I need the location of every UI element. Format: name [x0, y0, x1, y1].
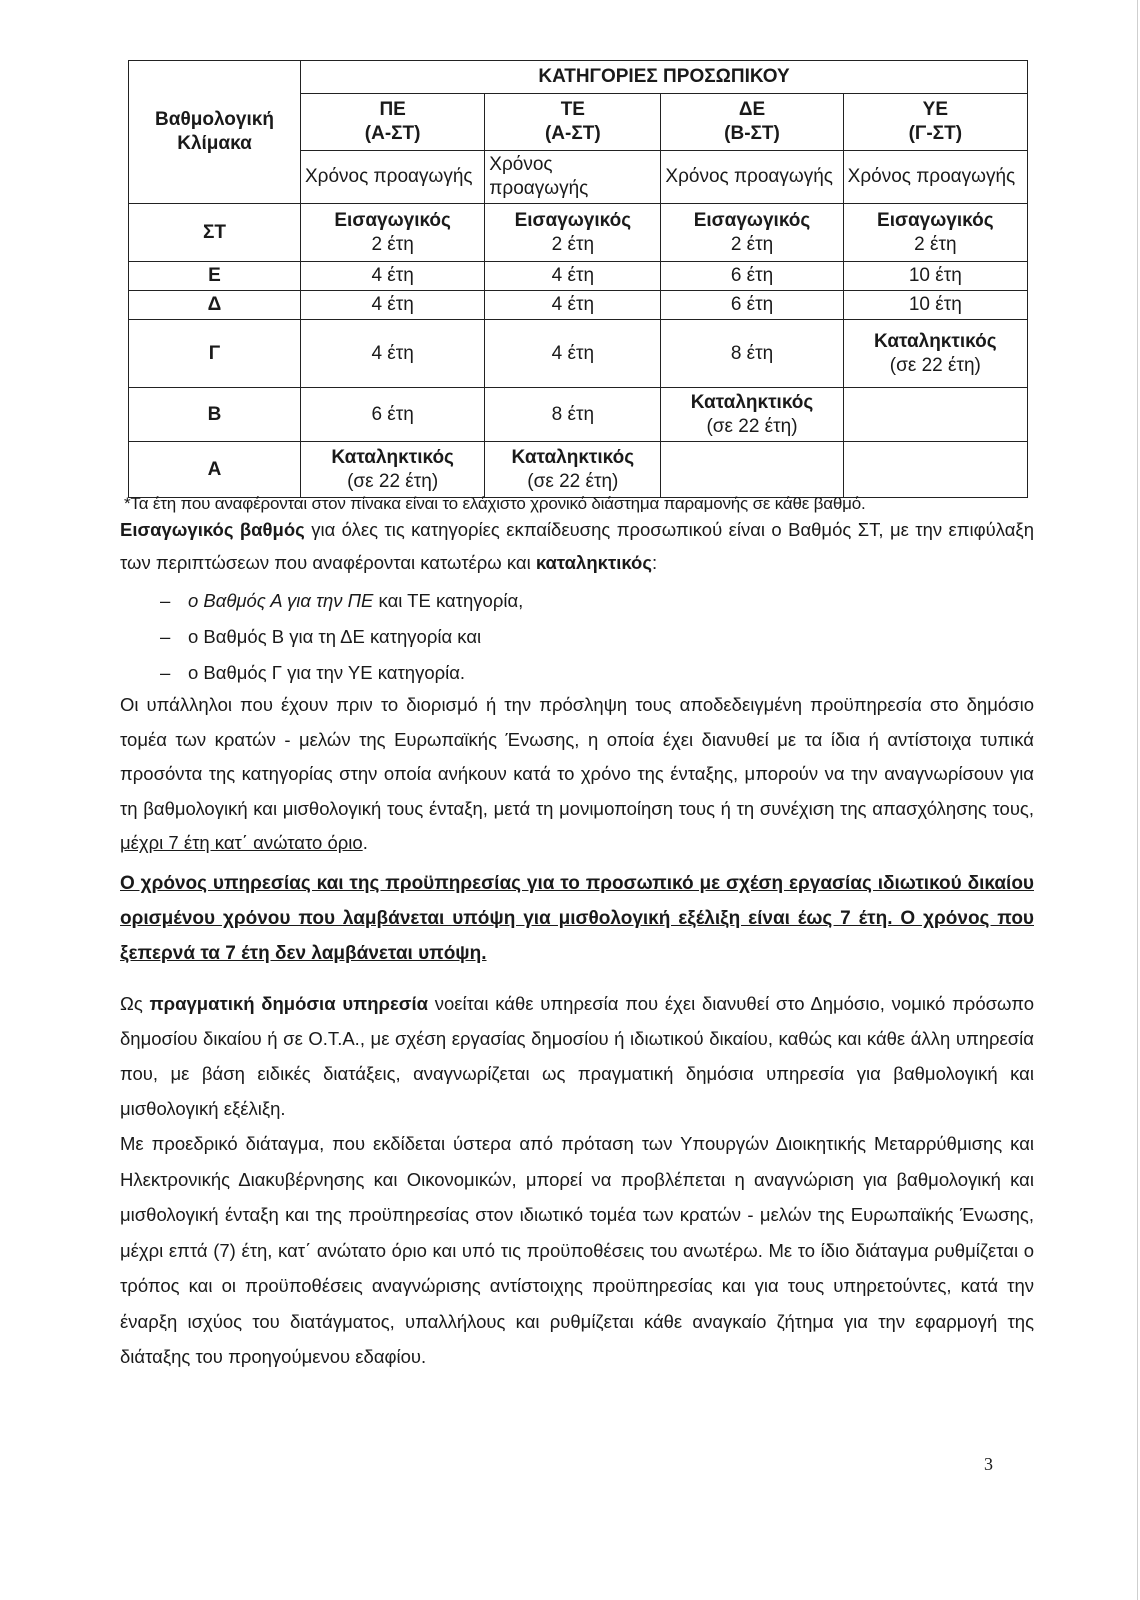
grade-type-label: Καταληκτικός — [874, 330, 997, 352]
list-dash: – — [160, 662, 171, 683]
table-cell — [661, 388, 843, 442]
grade-label: Δ — [129, 291, 301, 320]
category-code: ΤΕ — [560, 99, 585, 120]
promotion-time: 2 έτη — [551, 233, 595, 255]
table-row — [129, 388, 1028, 442]
list-item-text: ο Βαθμός Γ για την ΥΕ κατηγορία. — [188, 662, 466, 683]
grade-label: Α — [129, 442, 301, 498]
table-cell — [485, 262, 661, 291]
table-cell — [485, 388, 661, 442]
promotion-time: 4 έτη — [551, 265, 595, 286]
table-cell — [661, 291, 843, 320]
prior-service-limit: μέχρι 7 έτη κατ΄ ανώτατο όριο — [120, 832, 363, 853]
real-service-term: πραγματική δημόσια υπηρεσία — [149, 993, 428, 1014]
category-pe — [301, 94, 485, 151]
private-law-text: Ο χρόνος υπηρεσίας και της προϋπηρεσίας για το προσωπικό με σχέση εργασίας ιδιωτικού δικαίου ορισμένου χρόνου που λαμβάνεται υπόψη για μισθολογική εξέλιξη είναι έως 7 έτη. Ο χρόνος που ξεπερνά τα 7 έτη δεν λαμβάνεται υπόψη. — [120, 873, 1034, 964]
table-cell — [485, 204, 661, 262]
decree-text: Με προεδρικό διάταγμα, που εκδίδεται ύστερα από πρόταση των Υπουργών Διοικητικής Μεταρρύθμισης και Ηλεκτρονικής Διακυβέρνησης και Οικονομικών, μπορεί να προβλέπεται η αναγνώριση για βαθμολογική και μισθολογική ένταξη και της προϋπηρεσίας στον ιδιωτικό τομέα των κρατών - μελών της Ευρωπαϊκής Ένωσης, μέχρι επτά (7) έτη, κατ΄ ανώτατο όριο και υπό τις προϋποθέσεις του ανωτέρω. Με το ίδιο διάταγμα ρυθμίζεται ο τρόπος και οι προϋποθέσεις αναγνώρισης αντίστοιχης προϋπηρεσίας και για τους υπηρετούντες, κατά την έναρξη ισχύος του διατάγματος, υπαλλήλους και ρυθμίζεται κάθε αναγκαίο ζήτημα για την εφαρμογή της διάταξης του προηγούμενου εδαφίου. — [120, 1133, 1034, 1367]
promotion-label-de: Χρόνος προαγωγής — [661, 151, 843, 204]
table-cell — [301, 388, 485, 442]
table-footnote: *Τα έτη που αναφέρονται στον πίνακα είναι το ελάχιστο χρονικό διάστημα παραμονής σε κάθε βαθμό. — [124, 494, 866, 513]
category-range: (Α-ΣΤ) — [544, 123, 601, 144]
promotion-time: (σε 22 έτη) — [347, 470, 439, 492]
list-item-italic: ο Βαθμός Α για την ΠΕ — [188, 590, 374, 611]
table-row — [129, 204, 1028, 262]
grade-type-label: Καταληκτικός — [511, 446, 635, 468]
table-cell — [485, 291, 661, 320]
grade-label: ΣΤ — [129, 204, 301, 262]
category-range: (Α-ΣΤ) — [364, 123, 421, 144]
grade-label: Ε — [129, 262, 301, 291]
real-service-text: νοείται κάθε υπηρεσία που έχει διανυθεί στο Δημόσιο, νομικό πρόσωπο δημοσίου δικαίου ή σε Ο.Τ.Α., με σχέση εργασίας δημοσίου ή ιδιωτικού δικαίου, καθώς και κάθε άλλη υπηρεσία που, με βάση ειδικές διατάξεις, αναγνωρίζεται ως πραγματική δημόσια υπηρεσία για βαθμολογική και μισθολογική εξέλιξη. — [120, 993, 1035, 1119]
promotion-time: 8 έτη — [730, 342, 774, 364]
table-cell — [301, 204, 485, 262]
table-cell — [843, 388, 1027, 442]
promotion-time: 8 έτη — [551, 403, 595, 425]
private-law-paragraph — [120, 866, 1034, 971]
table-row — [129, 262, 1028, 291]
category-de — [661, 94, 843, 151]
intro-text: για όλες τις κατηγορίες εκπαίδευσης προσωπικού είναι ο Βαθμός ΣΤ, με την επιφύλαξη των περιπτώσεων που αναφέρονται κατωτέρω και — [120, 519, 1034, 573]
promotion-time: 6 έτη — [730, 265, 774, 286]
promotion-time: 4 έτη — [551, 294, 595, 315]
list-dash: – — [160, 626, 171, 647]
promotion-time: 10 έτη — [908, 294, 962, 315]
table-cell — [661, 442, 843, 498]
list-dash: – — [160, 590, 171, 611]
grade-label: Β — [129, 388, 301, 442]
grade-type-label: Καταληκτικός — [331, 446, 454, 468]
table-cell — [301, 442, 485, 498]
table-cell — [661, 320, 843, 388]
table-row — [129, 442, 1028, 498]
promotion-time: 6 έτη — [371, 403, 414, 425]
real-service-paragraph — [120, 986, 1034, 1126]
intro-end: : — [651, 552, 658, 573]
prior-service-text: Οι υπάλληλοι που έχουν πριν το διορισμό ή την πρόσληψη τους αποδεδειγμένη προϋπηρεσία στο δημόσιο τομέα των κρατών - μελών της Ευρωπαϊκής Ένωσης, η οποία έχει διανυθεί με τα ίδια ή αντίστοιχα τυπικά προσόντα της κατηγορίας στην οποία ανήκουν κατά το χρόνο της ένταξης, μπορούν να την αναγνωρίσουν για τη βαθμολογική και μισθολογική τους ένταξη, μετά τη μονιμοποίηση τους ή τη συνέχιση της απασχόλησης τους, — [120, 694, 1034, 819]
category-code: ΔΕ — [738, 99, 766, 120]
promotion-time: 4 έτη — [551, 342, 595, 364]
grade-type-label: Καταληκτικός — [690, 391, 814, 413]
list-item-text: ο Βαθμός Β για τη ΔΕ κατηγορία και — [188, 626, 482, 647]
promotion-time: 4 έτη — [371, 294, 414, 315]
promotion-time: 4 έτη — [371, 265, 414, 286]
category-te — [485, 94, 661, 151]
table-cell — [301, 291, 485, 320]
category-range: (Β-ΣΤ) — [724, 123, 780, 144]
table-cell — [485, 320, 661, 388]
table-row — [129, 291, 1028, 320]
table-cell — [301, 320, 485, 388]
promotion-time: (σε 22 έτη) — [706, 415, 798, 437]
category-ye — [843, 94, 1027, 151]
promotion-time: 10 έτη — [908, 265, 962, 286]
grade-type-label: Εισαγωγικός — [693, 209, 811, 231]
grade-label: Γ — [129, 320, 301, 388]
real-service-start: Ως — [120, 993, 150, 1014]
table-cell — [843, 262, 1027, 291]
promotion-time: 4 έτη — [371, 342, 414, 364]
promotion-label-ye: Χρόνος προαγωγής — [843, 151, 1027, 204]
scale-header: Βαθμολογική Κλίμακα — [129, 61, 301, 204]
grade-type-label: Εισαγωγικός — [334, 209, 451, 231]
prior-service-end: . — [362, 832, 368, 853]
page-number: 3 — [984, 1454, 993, 1474]
promotion-time: 2 έτη — [730, 233, 774, 255]
grade-type-label: Εισαγωγικός — [514, 209, 632, 231]
category-range: (Γ-ΣΤ) — [908, 123, 963, 144]
intro-bold-final: καταληκτικός — [535, 552, 652, 573]
table-cell — [661, 262, 843, 291]
promotion-label-te: Χρόνος προαγωγής — [485, 151, 661, 204]
promotion-time: (σε 22 έτη) — [889, 354, 981, 376]
table-cell — [843, 204, 1027, 262]
promotion-time: 2 έτη — [371, 233, 414, 255]
intro-bold-term: Εισαγωγικός βαθμός — [120, 519, 305, 540]
list-item — [160, 619, 523, 655]
category-code: ΥΕ — [922, 99, 948, 120]
table-cell — [661, 204, 843, 262]
table-cell — [301, 262, 485, 291]
list-item — [160, 655, 523, 691]
table-cell — [485, 442, 661, 498]
promotion-label-pe: Χρόνος προαγωγής — [301, 151, 485, 204]
table-cell — [843, 291, 1027, 320]
table-cell — [843, 442, 1027, 498]
decree-paragraph — [120, 1126, 1034, 1375]
table-cell — [843, 320, 1027, 388]
list-item-text: και ΤΕ κατηγορία, — [373, 590, 524, 611]
prior-service-paragraph — [120, 688, 1034, 861]
promotion-time: 6 έτη — [730, 294, 774, 315]
promotion-time: 2 έτη — [914, 233, 957, 255]
final-grade-list — [160, 583, 523, 691]
grades-table — [128, 60, 1028, 498]
promotion-time: (σε 22 έτη) — [527, 470, 619, 492]
grade-type-label: Εισαγωγικός — [877, 209, 994, 231]
table-row — [129, 320, 1028, 388]
category-code: ΠΕ — [379, 99, 406, 120]
grade-rows — [129, 204, 1028, 498]
intro-paragraph — [120, 513, 1034, 579]
list-item — [160, 583, 523, 619]
scan-edge-line — [1137, 0, 1138, 1600]
categories-header: ΚΑΤΗΓΟΡΙΕΣ ΠΡΟΣΩΠΙΚΟΥ — [301, 61, 1028, 94]
